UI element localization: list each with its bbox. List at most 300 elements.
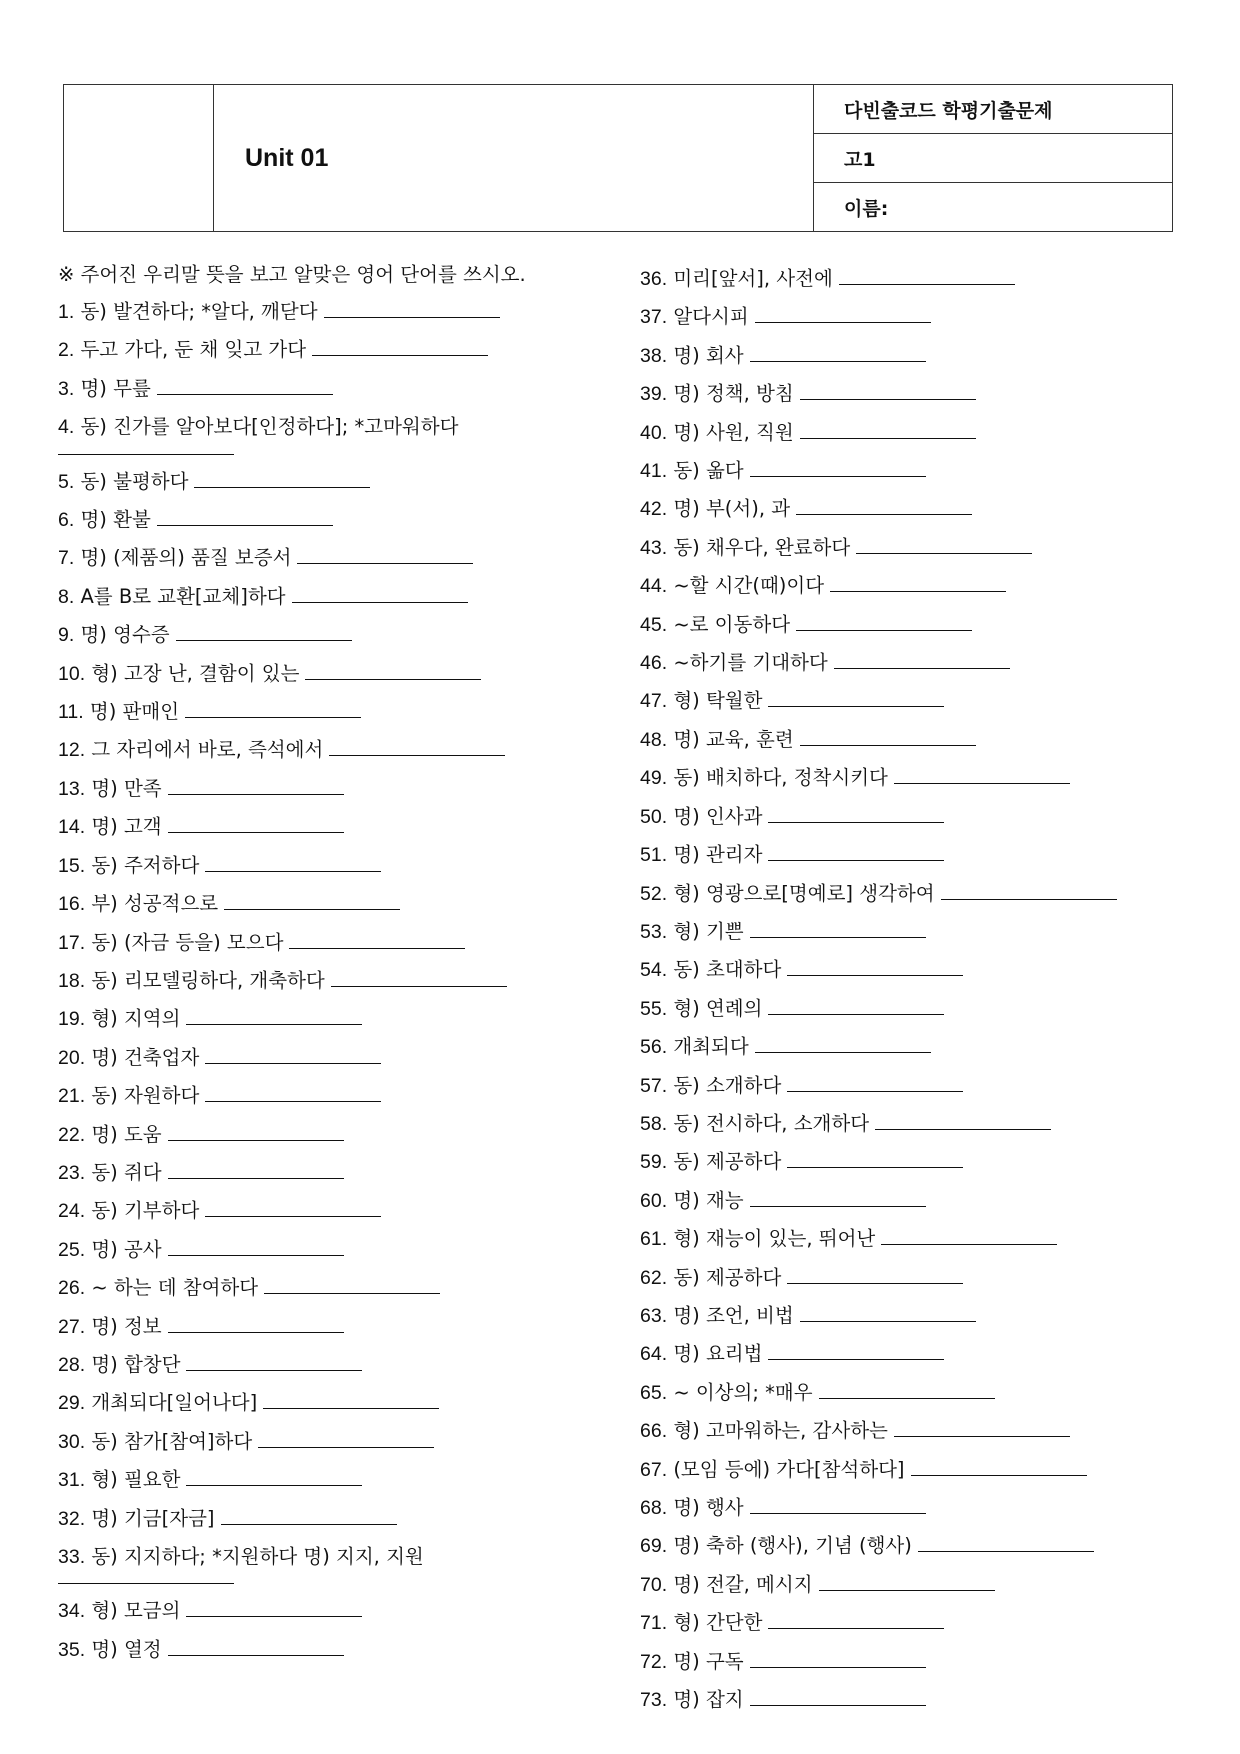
question-number: 51. [640, 844, 668, 867]
question-item [58, 962, 578, 1000]
question-number: 61. [640, 1228, 668, 1251]
question-item [58, 1461, 578, 1499]
question-number: 12. [58, 739, 86, 762]
question-number: 35. [58, 1638, 86, 1661]
answer-blank[interactable] [819, 1397, 995, 1399]
question-text: 형) 간단한 [673, 1611, 763, 1635]
answer-blank[interactable] [819, 1589, 995, 1591]
question-number: 18. [58, 969, 86, 992]
answer-blank[interactable] [918, 1550, 1094, 1552]
question-item [640, 644, 1160, 682]
question-item [640, 1028, 1160, 1066]
question-item [640, 759, 1160, 797]
question-number: 23. [58, 1161, 86, 1184]
question-number: 59. [640, 1151, 668, 1174]
question-text: 알다시피 [673, 305, 749, 329]
question-text: 명) 열정 [91, 1637, 162, 1661]
question-text: 동) 지지하다; *지원하다 명) 지지, 지원 [91, 1545, 424, 1568]
question-number: 28. [58, 1353, 86, 1376]
answer-blank[interactable] [796, 513, 972, 515]
answer-blank[interactable] [750, 1512, 926, 1514]
answer-blank[interactable] [157, 524, 333, 526]
question-item [640, 1259, 1160, 1297]
question-number: 14. [58, 816, 86, 839]
question-number: 71. [640, 1612, 668, 1635]
question-item [58, 1116, 578, 1154]
question-item [640, 1335, 1160, 1373]
question-text: 동) 기부하다 [91, 1199, 200, 1223]
question-number: 11. [58, 701, 84, 724]
answer-blank[interactable] [168, 831, 344, 833]
question-number: 63. [640, 1304, 668, 1327]
answer-blank[interactable] [750, 360, 926, 362]
question-number: 39. [640, 383, 668, 406]
question-item [58, 408, 578, 454]
name-field-label: 이름: [814, 182, 1172, 231]
question-text: 동) 자원하다 [91, 1084, 200, 1108]
question-number: 72. [640, 1650, 668, 1673]
answer-blank[interactable] [168, 1331, 344, 1333]
question-number: 54. [640, 959, 668, 982]
question-text: 동) 불평하다 [80, 469, 189, 493]
question-text: 명) 영수증 [80, 623, 170, 647]
question-number: 9. [58, 624, 75, 647]
question-item [640, 414, 1160, 452]
question-item [58, 1000, 578, 1038]
answer-blank[interactable] [787, 1090, 963, 1092]
answer-blank[interactable] [894, 782, 1070, 784]
question-number: 13. [58, 777, 86, 800]
question-item [58, 885, 578, 923]
answer-blank[interactable] [168, 1177, 344, 1179]
question-number: 47. [640, 690, 668, 713]
question-item [640, 875, 1160, 913]
answer-blank[interactable] [264, 1292, 440, 1294]
question-item [640, 1374, 1160, 1412]
answer-blank[interactable] [856, 552, 1032, 554]
question-item [58, 293, 578, 331]
question-text: 명) 교육, 훈련 [673, 727, 794, 751]
question-item [58, 501, 578, 539]
question-item [58, 693, 578, 731]
question-item [58, 1592, 578, 1630]
question-text: ~ 하는 데 참여하다 [91, 1276, 259, 1300]
question-text: 부) 성공적으로 [91, 892, 219, 916]
question-text: 형) 재능이 있는, 뛰어난 [673, 1227, 876, 1251]
question-number: 67. [640, 1458, 668, 1481]
answer-blank[interactable] [834, 667, 1010, 669]
question-number: 26. [58, 1277, 86, 1300]
question-number: 52. [640, 882, 668, 905]
question-text: 명) 관리자 [673, 843, 763, 867]
question-number: 41. [640, 460, 668, 483]
question-number: 46. [640, 652, 668, 675]
question-item [640, 682, 1160, 720]
question-text: 명) 만족 [91, 776, 162, 800]
answer-blank[interactable] [787, 1282, 963, 1284]
question-item [640, 951, 1160, 989]
grade-label: 고1 [814, 133, 1172, 182]
question-text: 동) 채우다, 완료하다 [673, 535, 851, 559]
question-item [58, 808, 578, 846]
logo-cell [64, 85, 214, 231]
question-item [640, 1143, 1160, 1181]
answer-blank[interactable] [796, 629, 972, 631]
question-item [640, 567, 1160, 605]
answer-blank[interactable] [768, 705, 944, 707]
question-item [640, 1297, 1160, 1335]
question-text: 동) 쥐다 [91, 1160, 162, 1184]
answer-blank[interactable] [186, 1369, 362, 1371]
question-item [640, 913, 1160, 951]
question-text: 동) 리모델링하다, 개축하다 [91, 968, 325, 992]
answer-blank[interactable] [941, 898, 1117, 900]
question-text: 동) (자금 등을) 모으다 [91, 930, 284, 954]
question-text: 형) 연례의 [673, 996, 763, 1020]
answer-blank[interactable] [168, 793, 344, 795]
answer-blank[interactable] [768, 1358, 944, 1360]
question-text: 동) 배치하다, 정착시키다 [673, 766, 888, 790]
answer-blank[interactable] [750, 475, 926, 477]
question-number: 65. [640, 1381, 668, 1404]
question-item [640, 529, 1160, 567]
right-item-list [640, 260, 1160, 1719]
question-number: 6. [58, 509, 75, 532]
question-number: 10. [58, 662, 86, 685]
question-item [58, 578, 578, 616]
question-text: 명) 구독 [673, 1649, 744, 1673]
answer-blank[interactable] [312, 354, 488, 356]
answer-blank[interactable] [768, 1013, 944, 1015]
answer-blank[interactable] [830, 590, 1006, 592]
question-text: ~하기를 기대하다 [673, 651, 828, 675]
question-number: 20. [58, 1046, 86, 1069]
answer-blank[interactable] [750, 1205, 926, 1207]
question-item [58, 1154, 578, 1192]
answer-blank[interactable] [221, 1523, 397, 1525]
question-text: 미리[앞서], 사전에 [673, 267, 833, 290]
question-item [640, 1220, 1160, 1258]
question-number: 49. [640, 767, 668, 790]
question-text: A를 B로 교환[교체]하다 [80, 584, 286, 608]
answer-blank[interactable] [755, 1051, 931, 1053]
answer-blank[interactable] [768, 821, 944, 823]
answer-blank[interactable] [205, 1062, 381, 1064]
question-text: 동) 참가[참여]하다 [91, 1429, 253, 1453]
answer-blank[interactable] [258, 1446, 434, 1448]
question-text: 명) 도움 [91, 1122, 162, 1146]
question-number: 45. [640, 613, 668, 636]
question-item [58, 847, 578, 885]
question-text: 동) 주저하다 [91, 853, 200, 877]
question-text: 명) 사원, 직원 [673, 420, 794, 444]
question-text: (모임 등에) 가다[참석하다] [673, 1457, 905, 1481]
question-number: 69. [640, 1535, 668, 1558]
answer-blank[interactable] [168, 1654, 344, 1656]
question-number: 57. [640, 1074, 668, 1097]
question-item [640, 337, 1160, 375]
question-number: 38. [640, 344, 668, 367]
answer-blank[interactable] [750, 936, 926, 938]
question-text: 명) 합창단 [91, 1352, 181, 1376]
question-item [58, 1538, 578, 1584]
question-text: 동) 제공하다 [673, 1150, 782, 1174]
question-number: 37. [640, 306, 668, 329]
answer-blank[interactable] [186, 1023, 362, 1025]
question-text: 동) 제공하다 [673, 1265, 782, 1289]
question-text: 동) 전시하다, 소개하다 [673, 1111, 870, 1135]
question-number: 3. [58, 377, 75, 400]
answer-blank[interactable] [205, 1215, 381, 1217]
question-item [640, 1604, 1160, 1642]
question-item [58, 1269, 578, 1307]
answer-blank[interactable] [894, 1435, 1070, 1437]
answer-blank[interactable] [168, 1139, 344, 1141]
question-item [640, 990, 1160, 1028]
question-text: 동) 소개하다 [673, 1073, 782, 1097]
question-text: 명) 무릎 [80, 376, 151, 400]
question-item [640, 298, 1160, 336]
question-text: 형) 고장 난, 결함이 있는 [91, 661, 300, 685]
question-number: 42. [640, 498, 668, 521]
answer-blank[interactable] [324, 316, 500, 318]
question-text: 형) 기쁜 [673, 919, 744, 943]
question-item [58, 1346, 578, 1384]
question-text: 명) 회사 [673, 343, 744, 367]
question-text: 명) 축하 (행사), 기념 (행사) [673, 1534, 912, 1558]
question-item [58, 1231, 578, 1269]
question-number: 29. [58, 1392, 86, 1415]
answer-blank[interactable] [58, 1582, 234, 1584]
question-number: 24. [58, 1200, 86, 1223]
question-item [58, 1500, 578, 1538]
question-number: 58. [640, 1112, 668, 1135]
question-item [58, 924, 578, 962]
answer-blank[interactable] [329, 754, 505, 756]
question-item [640, 1643, 1160, 1681]
answer-blank[interactable] [331, 985, 507, 987]
question-number: 44. [640, 575, 668, 598]
question-item [58, 1077, 578, 1115]
question-number: 7. [58, 547, 75, 570]
question-number: 2. [58, 339, 75, 362]
answer-blank[interactable] [800, 744, 976, 746]
question-number: 8. [58, 585, 75, 608]
answer-blank[interactable] [787, 1166, 963, 1168]
question-number: 32. [58, 1507, 86, 1530]
question-item [58, 1631, 578, 1669]
question-text: 동) 발견하다; *알다, 깨닫다 [80, 300, 318, 323]
answer-blank[interactable] [176, 639, 352, 641]
answer-blank[interactable] [194, 486, 370, 488]
question-text: 명) 정책, 방침 [673, 382, 794, 406]
question-number: 70. [640, 1573, 668, 1596]
question-number: 1. [58, 301, 75, 323]
answer-blank[interactable] [750, 1666, 926, 1668]
question-number: 34. [58, 1600, 86, 1623]
question-number: 66. [640, 1420, 668, 1443]
question-item [640, 1105, 1160, 1143]
question-item [640, 1489, 1160, 1527]
question-number: 55. [640, 997, 668, 1020]
question-text: 그 자리에서 바로, 즉석에서 [91, 738, 324, 762]
question-text: 명) 건축업자 [91, 1045, 200, 1069]
answer-blank[interactable] [755, 321, 931, 323]
question-text: 명) 정보 [91, 1314, 162, 1338]
answer-blank[interactable] [168, 1254, 344, 1256]
question-number: 16. [58, 893, 86, 916]
header-table [63, 84, 1173, 232]
question-number: 15. [58, 854, 86, 877]
question-item [640, 260, 1160, 298]
question-text: ~ 이상의; *매우 [673, 1380, 813, 1404]
answer-blank[interactable] [224, 908, 400, 910]
right-column [640, 260, 1160, 1719]
answer-blank[interactable] [185, 716, 361, 718]
question-number: 50. [640, 805, 668, 828]
left-item-list [58, 293, 578, 1669]
question-item [58, 1039, 578, 1077]
question-item [640, 721, 1160, 759]
answer-blank[interactable] [768, 859, 944, 861]
question-text: 명) 환불 [80, 508, 151, 532]
question-text: 명) 고객 [91, 815, 162, 839]
unit-title: Unit 01 [214, 85, 814, 231]
question-text: 명) 판매인 [89, 700, 180, 724]
question-item [58, 1308, 578, 1346]
question-number: 30. [58, 1430, 86, 1453]
answer-blank[interactable] [205, 1100, 381, 1102]
question-number: 25. [58, 1238, 86, 1261]
question-number: 60. [640, 1189, 668, 1212]
question-item [58, 370, 578, 408]
question-item [58, 539, 578, 577]
question-number: 62. [640, 1266, 668, 1289]
question-text: 명) 기금[자금] [91, 1506, 215, 1530]
answer-blank[interactable] [800, 1320, 976, 1322]
answer-blank[interactable] [289, 947, 465, 949]
question-item [58, 331, 578, 369]
question-item [640, 1681, 1160, 1719]
answer-blank[interactable] [157, 393, 333, 395]
question-item [640, 1566, 1160, 1604]
question-number: 4. [58, 416, 75, 439]
question-text: ~로 이동하다 [673, 612, 791, 636]
question-number: 33. [58, 1546, 86, 1568]
answer-blank[interactable] [750, 1704, 926, 1706]
answer-blank[interactable] [292, 601, 468, 603]
question-text: 동) 초대하다 [673, 958, 782, 982]
question-item [640, 606, 1160, 644]
question-item [640, 1527, 1160, 1565]
question-item [58, 1384, 578, 1422]
answer-blank[interactable] [186, 1615, 362, 1617]
question-item [640, 1067, 1160, 1105]
series-label: 다빈출코드 학평기출문제 [844, 99, 1053, 122]
question-item [640, 1182, 1160, 1220]
question-number: 43. [640, 536, 668, 559]
question-item [640, 490, 1160, 528]
question-item [640, 452, 1160, 490]
question-text: 동) 옮다 [673, 459, 744, 483]
answer-blank[interactable] [839, 283, 1015, 285]
question-item [640, 798, 1160, 836]
question-item [640, 836, 1160, 874]
question-item [58, 770, 578, 808]
question-item [58, 655, 578, 693]
question-number: 73. [640, 1689, 668, 1712]
question-item [58, 616, 578, 654]
answer-blank[interactable] [205, 870, 381, 872]
question-text: 명) 전갈, 메시지 [673, 1572, 813, 1596]
answer-blank[interactable] [881, 1243, 1057, 1245]
question-number: 19. [58, 1008, 86, 1031]
question-item [58, 1423, 578, 1461]
question-item [58, 731, 578, 769]
answer-blank[interactable] [875, 1128, 1051, 1130]
left-column [58, 260, 578, 1669]
answer-blank[interactable] [800, 398, 976, 400]
question-text: 형) 필요한 [91, 1468, 181, 1492]
question-number: 40. [640, 421, 668, 444]
question-text: 형) 고마워하는, 감사하는 [673, 1419, 888, 1443]
question-text: 동) 진가를 알아보다[인정하다]; *고마워하다 [80, 415, 459, 439]
question-number: 22. [58, 1123, 86, 1146]
question-text: 개최되다 [673, 1035, 749, 1059]
question-number: 21. [58, 1085, 86, 1108]
question-item [58, 463, 578, 501]
question-text: 형) 탁월한 [673, 689, 763, 713]
question-text: 개최되다[일어나다] [91, 1391, 258, 1415]
question-text: 명) 잡지 [673, 1688, 744, 1712]
question-number: 53. [640, 920, 668, 943]
question-text: 형) 모금의 [91, 1599, 181, 1623]
answer-blank[interactable] [800, 437, 976, 439]
answer-blank[interactable] [305, 678, 481, 680]
question-text: 명) 공사 [91, 1237, 162, 1261]
answer-blank[interactable] [263, 1407, 439, 1409]
answer-blank[interactable] [186, 1484, 362, 1486]
answer-blank[interactable] [58, 453, 234, 455]
question-item [640, 1451, 1160, 1489]
question-text: ~할 시간(때)이다 [673, 574, 825, 598]
question-number: 56. [640, 1036, 668, 1059]
answer-blank[interactable] [768, 1627, 944, 1629]
question-number: 27. [58, 1315, 86, 1338]
question-item [640, 375, 1160, 413]
info-cells [814, 85, 1172, 231]
question-text: 명) 재능 [673, 1188, 744, 1212]
question-text: 명) 조언, 비법 [673, 1303, 794, 1327]
question-text: 명) 인사과 [673, 804, 763, 828]
question-text: 형) 영광으로[명예로] 생각하여 [673, 881, 935, 905]
answer-blank[interactable] [911, 1474, 1087, 1476]
question-number: 5. [58, 470, 75, 493]
question-item [58, 1192, 578, 1230]
question-number: 68. [640, 1497, 668, 1519]
instruction: ※ 주어진 우리말 뜻을 보고 알맞은 영어 단어를 쓰시오. [58, 263, 526, 286]
answer-blank[interactable] [297, 562, 473, 564]
question-text: 명) 행사 [673, 1496, 744, 1519]
question-number: 17. [58, 931, 86, 954]
question-text: 명) 요리법 [673, 1342, 763, 1366]
question-number: 36. [640, 268, 668, 290]
answer-blank[interactable] [787, 974, 963, 976]
question-number: 64. [640, 1343, 668, 1366]
question-text: 두고 가다, 둔 채 잊고 가다 [80, 338, 307, 362]
question-number: 48. [640, 728, 668, 751]
question-number: 31. [58, 1469, 86, 1492]
